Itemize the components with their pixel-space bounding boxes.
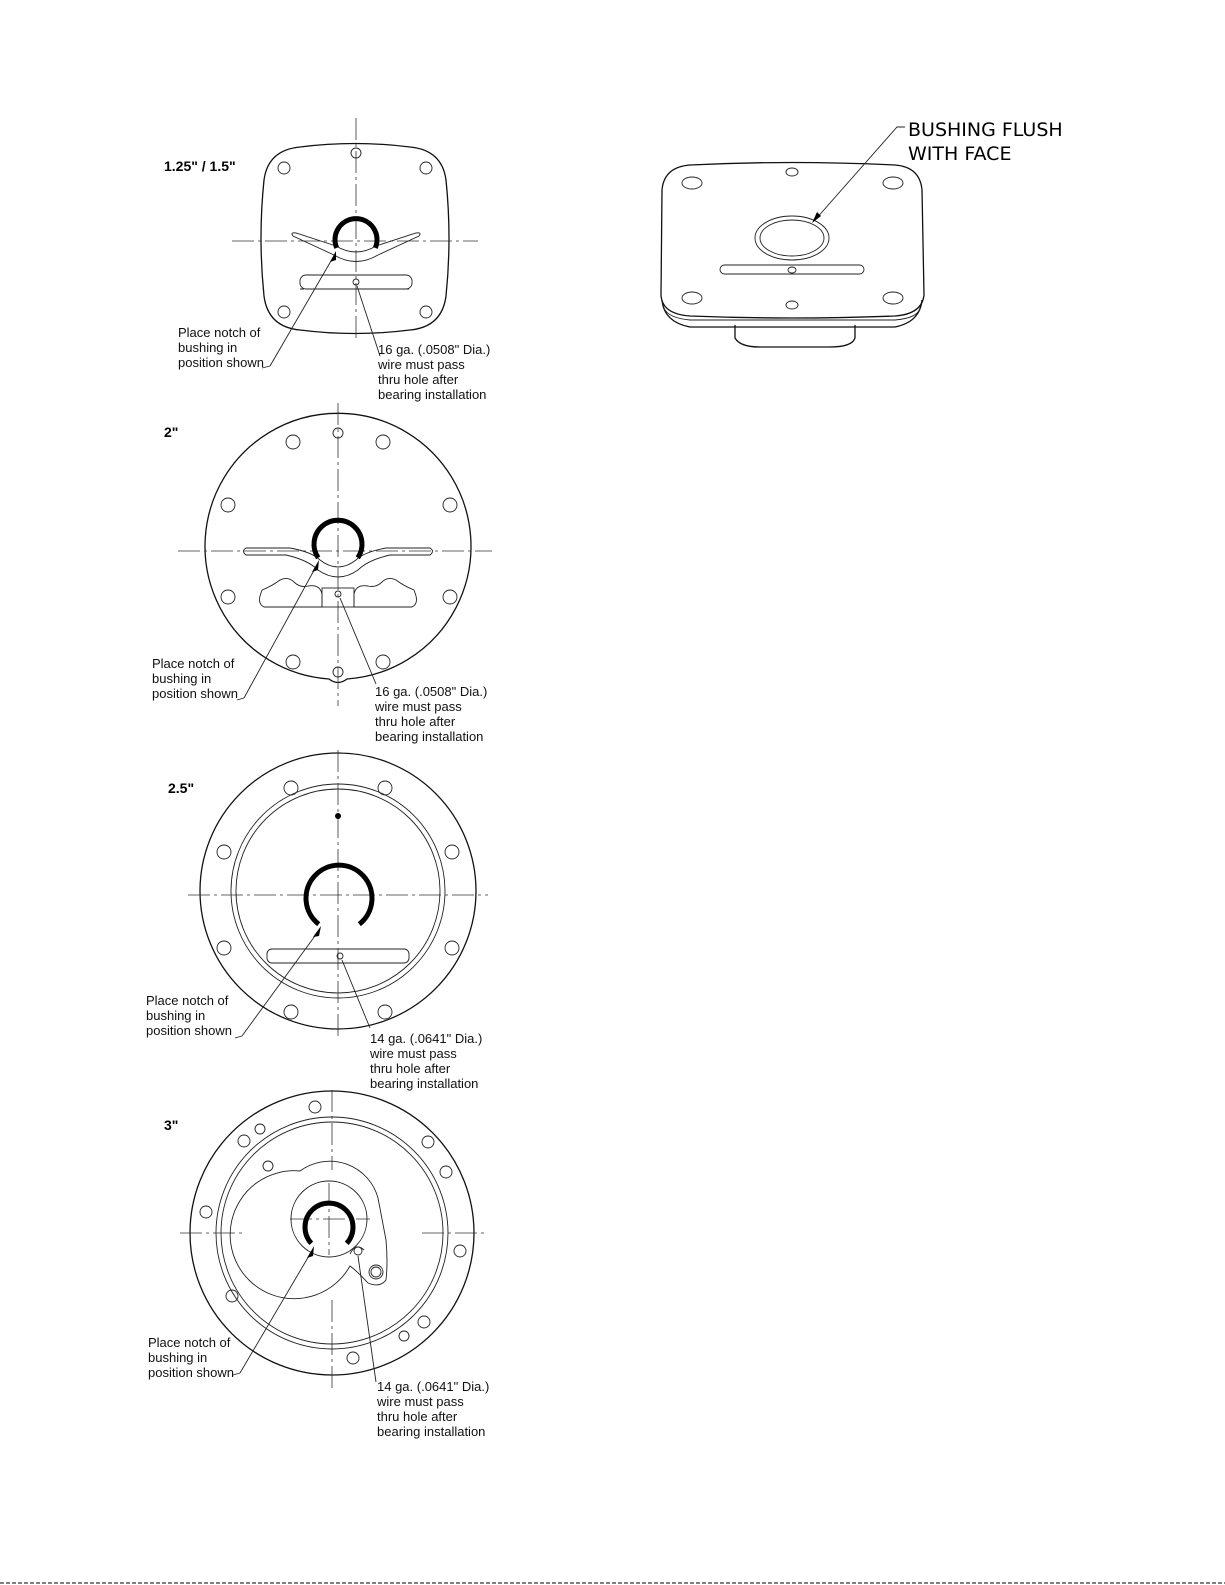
perspective-bushing-inner bbox=[760, 220, 824, 256]
view-2-bolt-hole bbox=[443, 590, 457, 604]
view-4-wire-leader bbox=[358, 1256, 376, 1382]
view-1-notch-leader bbox=[270, 254, 335, 366]
note-line: Place notch of bbox=[178, 325, 261, 340]
view-2-bolt-hole bbox=[376, 435, 390, 449]
view-4-wire-note bbox=[376, 1379, 489, 1439]
note-line: 16 ga. (.0508" Dia.) bbox=[378, 342, 491, 357]
note-line: thru hole after bbox=[377, 1409, 458, 1424]
view-4-bolt-hole bbox=[238, 1135, 250, 1147]
note-line: bearing installation bbox=[377, 1424, 486, 1439]
view-3-bolt-hole bbox=[378, 781, 392, 795]
view-1-flange-outline bbox=[261, 144, 449, 334]
perspective-bushing-outer bbox=[755, 216, 829, 260]
view-3-notch-leader bbox=[242, 929, 320, 1036]
view-2-left-cloud-slot bbox=[260, 578, 323, 607]
note-line: bushing in bbox=[148, 1350, 208, 1365]
view-4-bearing-boss bbox=[230, 1161, 387, 1299]
view-2-bolt-hole bbox=[286, 435, 300, 449]
view-4-bolt-hole bbox=[454, 1245, 466, 1257]
note-line: position shown bbox=[148, 1365, 234, 1380]
view-4-notch-note bbox=[148, 1335, 234, 1380]
note-line: Place notch of bbox=[148, 1335, 231, 1350]
view-1-bolt-hole bbox=[278, 306, 290, 318]
view-2-wire-note bbox=[374, 684, 487, 744]
note-line: wire must pass bbox=[377, 1394, 464, 1409]
note-line: bushing in bbox=[152, 671, 212, 686]
view-2-5 bbox=[146, 750, 488, 1091]
note-line: bearing installation bbox=[375, 729, 484, 744]
view-4-bolt-hole bbox=[440, 1166, 452, 1178]
view-3-notch-note bbox=[146, 993, 232, 1038]
note-line: 14 ga. (.0641" Dia.) bbox=[370, 1031, 483, 1046]
view-2-bolt-hole bbox=[221, 590, 235, 604]
note-line: wire must pass bbox=[370, 1046, 457, 1061]
view-4-bolt-hole bbox=[422, 1136, 434, 1148]
note-line: wire must pass bbox=[378, 357, 465, 372]
view-2-size-label: 2" bbox=[164, 424, 179, 440]
perspective-slot-hole bbox=[788, 267, 796, 273]
view-1-25-1-5 bbox=[164, 118, 490, 402]
view-2-notch-leader bbox=[244, 563, 318, 698]
view-2-bolt-hole bbox=[443, 498, 457, 512]
view-4-notch-leader-tail bbox=[233, 1373, 240, 1375]
view-4-wire-hole bbox=[354, 1247, 362, 1255]
note-line: Place notch of bbox=[146, 993, 229, 1008]
view-1-notch-note bbox=[178, 325, 264, 370]
note-line: 14 ga. (.0641" Dia.) bbox=[377, 1379, 490, 1394]
view-1-wire-note bbox=[377, 342, 490, 402]
note-line: position shown bbox=[152, 686, 238, 701]
view-2-bolt-hole bbox=[221, 498, 235, 512]
note-line: 16 ga. (.0508" Dia.) bbox=[375, 684, 488, 699]
note-line: Place notch of bbox=[152, 656, 235, 671]
view-1-bolt-hole bbox=[420, 306, 432, 318]
view-4-size-label: 3" bbox=[164, 1117, 179, 1133]
note-line: bearing installation bbox=[378, 387, 487, 402]
view-4-bolt-hole bbox=[418, 1316, 430, 1328]
view-4-boss-hole-inner bbox=[371, 1267, 381, 1277]
perspective-bolt-hole bbox=[682, 292, 702, 304]
note-line: thru hole after bbox=[370, 1061, 451, 1076]
view-3-notch-leader-tail bbox=[235, 1036, 242, 1038]
view-3-bolt-hole bbox=[378, 1005, 392, 1019]
note-line: position shown bbox=[146, 1023, 232, 1038]
view-3-bolt-hole bbox=[284, 1005, 298, 1019]
view-2-bolt-hole bbox=[286, 655, 300, 669]
view-3-notch-arrow bbox=[313, 926, 321, 937]
view-4-bolt-hole bbox=[263, 1161, 273, 1171]
view-1-wire-leader bbox=[357, 286, 380, 356]
view-2 bbox=[152, 403, 492, 744]
view-2-bolt-hole bbox=[376, 655, 390, 669]
note-line: bearing installation bbox=[370, 1076, 479, 1091]
view-2-notch-leader-tail bbox=[237, 698, 244, 700]
view-3-wire-note bbox=[369, 1031, 482, 1091]
view-3-bolt-hole bbox=[284, 781, 298, 795]
perspective-bolt-hole bbox=[883, 177, 903, 189]
view-3-index-mark bbox=[335, 813, 341, 819]
note-line: bushing in bbox=[146, 1008, 206, 1023]
view-1-bolt-hole bbox=[420, 162, 432, 174]
note-line: bushing in bbox=[178, 340, 238, 355]
note-line: wire must pass bbox=[375, 699, 462, 714]
perspective-view bbox=[661, 119, 1063, 347]
perspective-plate-side bbox=[662, 300, 922, 327]
view-3 bbox=[148, 1090, 489, 1439]
perspective-bolt-hole bbox=[682, 177, 702, 189]
view-2-right-cloud-slot bbox=[354, 578, 417, 607]
view-3-bolt-hole bbox=[445, 941, 459, 955]
perspective-top-hole bbox=[786, 168, 798, 176]
perspective-bottom-hole bbox=[786, 301, 798, 309]
view-4-bolt-hole bbox=[200, 1206, 212, 1218]
perspective-callout-line-2: WITH FACE bbox=[908, 143, 1012, 165]
perspective-callout-leader bbox=[815, 127, 905, 220]
note-line: thru hole after bbox=[375, 714, 456, 729]
perspective-hub bbox=[735, 325, 855, 347]
view-4-notch-leader bbox=[240, 1249, 313, 1373]
view-2-wire-leader bbox=[340, 598, 376, 684]
view-1-bolt-hole bbox=[278, 162, 290, 174]
view-3-bolt-hole bbox=[445, 845, 459, 859]
view-2-notch-note bbox=[152, 656, 238, 701]
note-line: thru hole after bbox=[378, 372, 459, 387]
view-4-bolt-hole bbox=[255, 1124, 265, 1134]
view-4-bolt-hole bbox=[347, 1352, 359, 1364]
view-3-size-label: 2.5" bbox=[168, 780, 195, 796]
perspective-callout-line-1: BUSHING FLUSH bbox=[908, 119, 1063, 141]
view-4-bolt-hole bbox=[309, 1101, 321, 1113]
note-line: position shown bbox=[178, 355, 264, 370]
view-3-bolt-hole bbox=[217, 845, 231, 859]
view-4-notch-arrow bbox=[307, 1246, 314, 1258]
view-1-size-label: 1.25" / 1.5" bbox=[164, 158, 236, 174]
view-3-bolt-hole bbox=[217, 941, 231, 955]
perspective-bolt-hole bbox=[883, 292, 903, 304]
view-4-bolt-hole bbox=[399, 1331, 409, 1341]
